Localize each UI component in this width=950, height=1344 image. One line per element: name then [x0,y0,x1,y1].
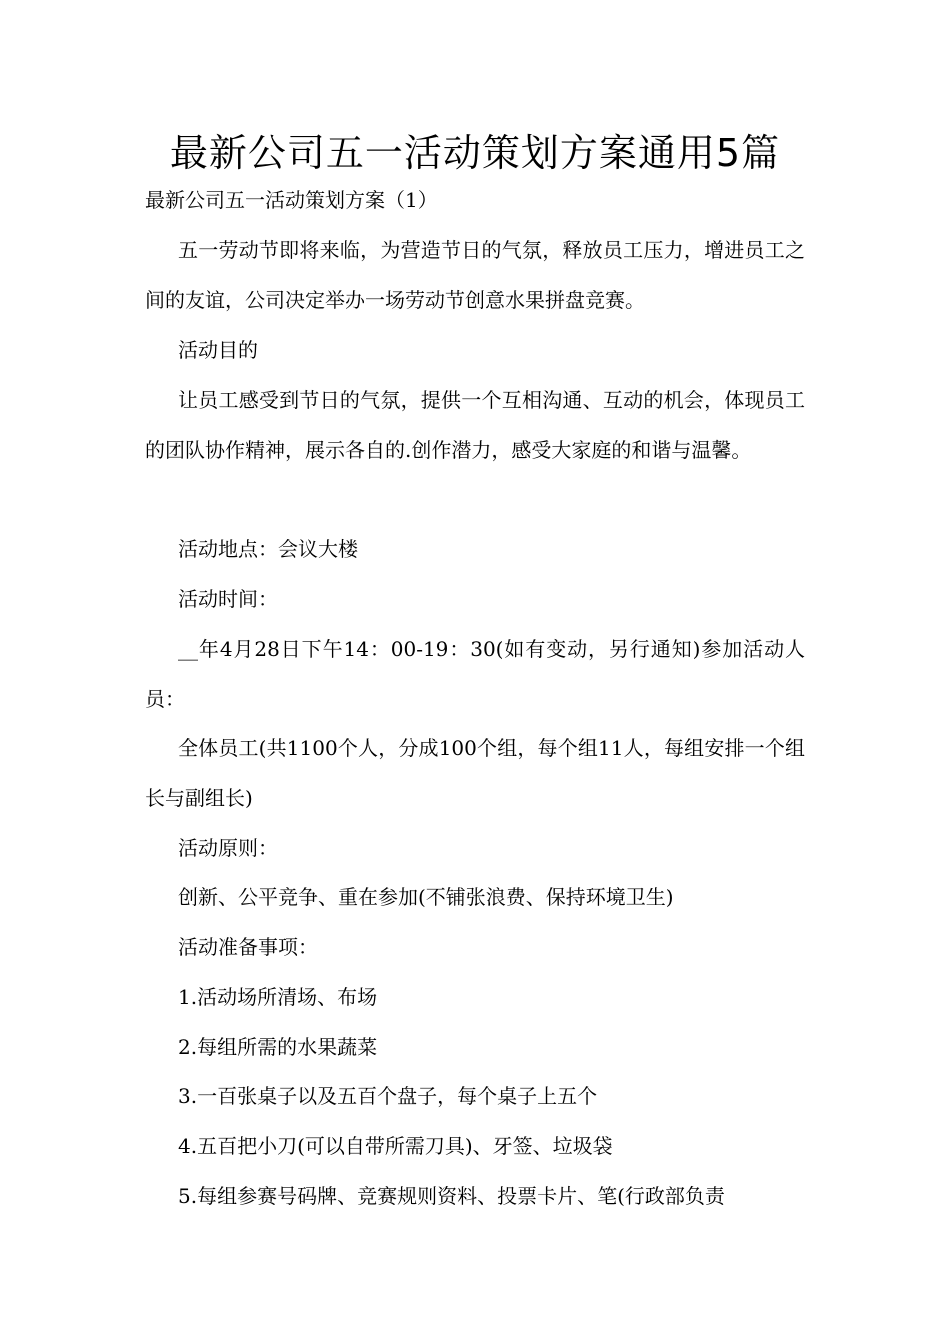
list-item: 4.五百把小刀(可以自带所需刀具)、牙签、垃圾袋 [178,1134,613,1158]
document-title: 最新公司五一活动策划方案通用5篇 [169,131,781,175]
paragraph-location: 活动地点：会议大楼 [178,537,358,561]
paragraph-participants: 全体员工(共1100个人，分成100个组，每个组11人，每组安排一个组长与副组长) [145,736,805,810]
paragraph-purpose: 让员工感受到节日的气氛，提供一个互相沟通、互动的机会，体现员工的团队协作精神，展示各自的.创作潜力，感受大家庭的和谐与温馨。 [145,388,805,462]
list-item: 3.一百张桌子以及五百个盘子，每个桌子上五个 [178,1084,598,1108]
paragraph-preparation-heading: 活动准备事项： [178,935,318,959]
section-heading: 最新公司五一活动策划方案（1） [145,188,438,212]
paragraph-time: __年4月28日下午14：00-19：30(如有变动，另行通知)参加活动人员： [145,637,805,711]
list-item: 5.每组参赛号码牌、竞赛规则资料、投票卡片、笔(行政部负责 [178,1184,725,1208]
list-item: 2.每组所需的水果蔬菜 [178,1035,378,1059]
paragraph-intro: 五一劳动节即将来临，为营造节日的气氛，释放员工压力，增进员工之间的友谊，公司决定举办一场劳动节创意水果拼盘竞赛。 [145,238,805,312]
paragraph-principle-heading: 活动原则： [178,836,278,860]
paragraph-time-heading: 活动时间： [178,587,278,611]
list-item: 1.活动场所清场、布场 [178,985,378,1009]
paragraph-purpose-heading: 活动目的 [178,338,258,362]
paragraph-principle: 创新、公平竞争、重在参加(不铺张浪费、保持环境卫生) [178,885,674,909]
